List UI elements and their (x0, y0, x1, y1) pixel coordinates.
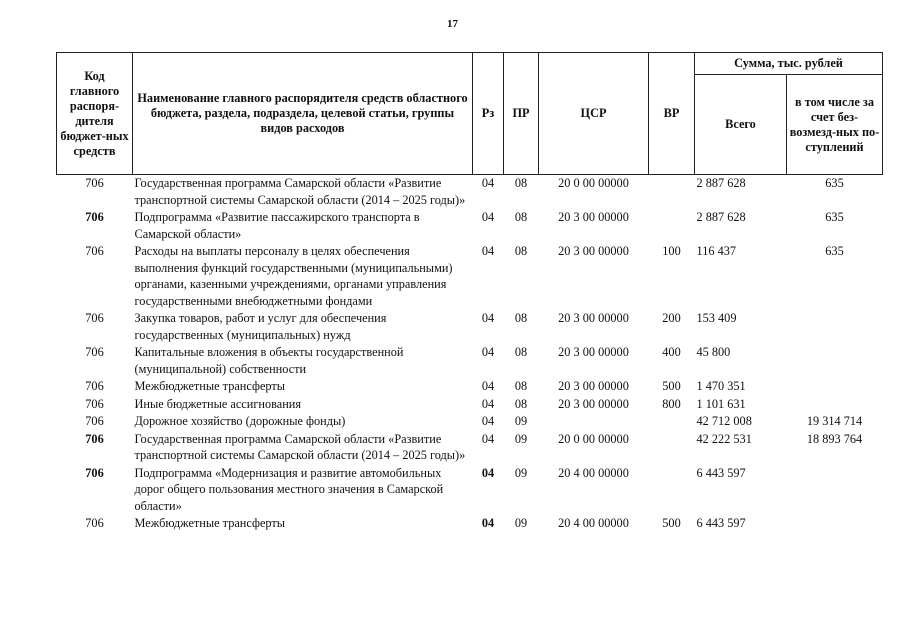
cell-vr: 400 (662, 345, 681, 359)
table-row (57, 310, 883, 344)
cell-vr: 500 (662, 516, 681, 530)
cell-free (787, 465, 883, 516)
table-row (57, 378, 883, 396)
table-row (57, 175, 883, 210)
page-number: 17 (447, 18, 458, 30)
table-row (57, 515, 883, 533)
cell-free (787, 378, 883, 396)
cell-csr: 20 3 00 00000 (558, 311, 629, 325)
cell-total: 45 800 (696, 345, 731, 359)
header-csr: ЦСР (539, 53, 649, 175)
cell-pr: 09 (514, 516, 528, 530)
cell-code: 706 (85, 244, 104, 258)
header-pr: ПР (504, 53, 539, 175)
header-name: Наименование главного распорядителя средств областного бюджета, раздела, подраздела, целевой статьи, группы видов расходов (133, 53, 473, 175)
cell-vr: 100 (662, 244, 681, 258)
cell-csr: 20 4 00 00000 (558, 516, 629, 530)
cell-vr (649, 175, 695, 210)
cell-name: Государственная программа Самарской области «Развитие транспортной системы Самарской области (2014 – 2025 годы)» (134, 431, 466, 462)
cell-total: 6 443 597 (696, 516, 746, 530)
cell-name: Межбюджетные трансферты (134, 516, 286, 530)
table-row (57, 465, 883, 516)
cell-pr: 08 (514, 396, 528, 411)
cell-rz: 04 (481, 379, 495, 393)
table-body (57, 175, 883, 533)
cell-rz: 04 (481, 465, 495, 480)
cell-code: 706 (85, 396, 104, 411)
cell-free (787, 515, 883, 533)
cell-name: Иные бюджетные ассигнования (134, 396, 302, 411)
cell-rz: 04 (481, 244, 495, 258)
cell-name: Капитальные вложения в объекты государственной (муниципальной) собственности (134, 345, 404, 376)
cell-csr: 20 0 00 00000 (558, 431, 629, 446)
cell-name: Подпрограмма «Модернизация и развитие автомобильных дорог общего пользования местного значения в Самарской области» (134, 465, 444, 513)
cell-rz: 04 (481, 431, 495, 446)
header-rz: Рз (473, 53, 504, 175)
cell-vr (649, 209, 695, 243)
cell-csr (539, 413, 649, 431)
cell-free (787, 310, 883, 344)
cell-free (787, 396, 883, 414)
cell-pr: 09 (514, 431, 528, 446)
cell-total: 116 437 (696, 244, 737, 258)
cell-vr (649, 431, 695, 465)
cell-csr: 20 3 00 00000 (558, 379, 629, 393)
budget-table (56, 52, 883, 533)
cell-code: 706 (85, 210, 104, 224)
table-row (57, 209, 883, 243)
cell-vr (649, 413, 695, 431)
cell-vr: 800 (662, 396, 681, 411)
cell-total: 2 887 628 (696, 210, 746, 224)
cell-vr (649, 465, 695, 516)
cell-code: 706 (85, 311, 104, 325)
cell-code: 706 (85, 176, 104, 190)
cell-pr: 08 (514, 244, 528, 258)
cell-free: 635 (825, 210, 844, 224)
cell-rz: 04 (481, 345, 495, 359)
header-vr: ВР (649, 53, 695, 175)
cell-pr: 09 (514, 465, 528, 480)
header-code: Код главного распоря-дителя бюджет-ных средств (57, 53, 133, 175)
cell-pr: 08 (514, 311, 528, 325)
cell-code: 706 (85, 345, 104, 359)
cell-vr: 500 (662, 379, 681, 393)
cell-free: 18 893 764 (806, 431, 863, 446)
cell-total: 6 443 597 (696, 465, 746, 480)
header-sum-group: Сумма, тыс. рублей (695, 53, 883, 75)
cell-free: 635 (825, 176, 844, 190)
table-row (57, 344, 883, 378)
cell-csr: 20 0 00 00000 (558, 176, 629, 190)
cell-free: 19 314 714 (806, 414, 863, 428)
cell-pr: 08 (514, 345, 528, 359)
table-row (57, 396, 883, 414)
cell-code: 706 (85, 516, 104, 530)
cell-pr: 08 (514, 210, 528, 224)
cell-code: 706 (85, 379, 104, 393)
cell-vr: 200 (662, 311, 681, 325)
cell-csr: 20 3 00 00000 (558, 396, 629, 411)
cell-name: Дорожное хозяйство (дорожные фонды) (134, 414, 346, 428)
cell-pr: 09 (514, 414, 528, 428)
cell-rz: 04 (481, 210, 495, 224)
table-header (57, 53, 883, 175)
cell-free: 635 (825, 244, 844, 258)
cell-name: Государственная программа Самарской области «Развитие транспортной системы Самарской области (2014 – 2025 годы)» (134, 176, 466, 207)
cell-total: 42 712 008 (696, 414, 752, 428)
cell-rz: 04 (481, 396, 495, 411)
cell-pr: 08 (514, 176, 528, 190)
cell-csr: 20 4 00 00000 (558, 465, 629, 480)
cell-name: Подпрограмма «Развитие пассажирского транспорта в Самарской области» (134, 210, 420, 241)
table-row (57, 431, 883, 465)
cell-rz: 04 (481, 176, 495, 190)
cell-total: 2 887 628 (696, 176, 746, 190)
table-row (57, 243, 883, 310)
cell-free (787, 344, 883, 378)
cell-rz: 04 (481, 516, 495, 530)
header-free: в том числе за счет без-возмезд-ных по-ступлений (787, 75, 883, 175)
cell-csr: 20 3 00 00000 (558, 345, 629, 359)
cell-rz: 04 (481, 414, 495, 428)
cell-name: Расходы на выплаты персоналу в целях обеспечения выполнения функций государственными (муниципальными) органами, казенными учреждениями, органами управления государственными внебюджетными фондами (134, 244, 453, 308)
cell-total: 153 409 (696, 311, 737, 325)
cell-csr: 20 3 00 00000 (558, 244, 629, 258)
cell-csr: 20 3 00 00000 (558, 210, 629, 224)
table-row (57, 413, 883, 431)
cell-total: 1 101 631 (696, 396, 746, 411)
cell-name: Межбюджетные трансферты (134, 379, 286, 393)
cell-code: 706 (85, 414, 104, 428)
cell-code: 706 (85, 465, 104, 480)
cell-total: 42 222 531 (696, 431, 752, 446)
header-total: Всего (695, 75, 787, 175)
cell-name: Закупка товаров, работ и услуг для обеспечения государственных (муниципальных) нужд (134, 311, 387, 342)
cell-code: 706 (85, 431, 104, 446)
cell-total: 1 470 351 (696, 379, 746, 393)
cell-rz: 04 (481, 311, 495, 325)
cell-pr: 08 (514, 379, 528, 393)
